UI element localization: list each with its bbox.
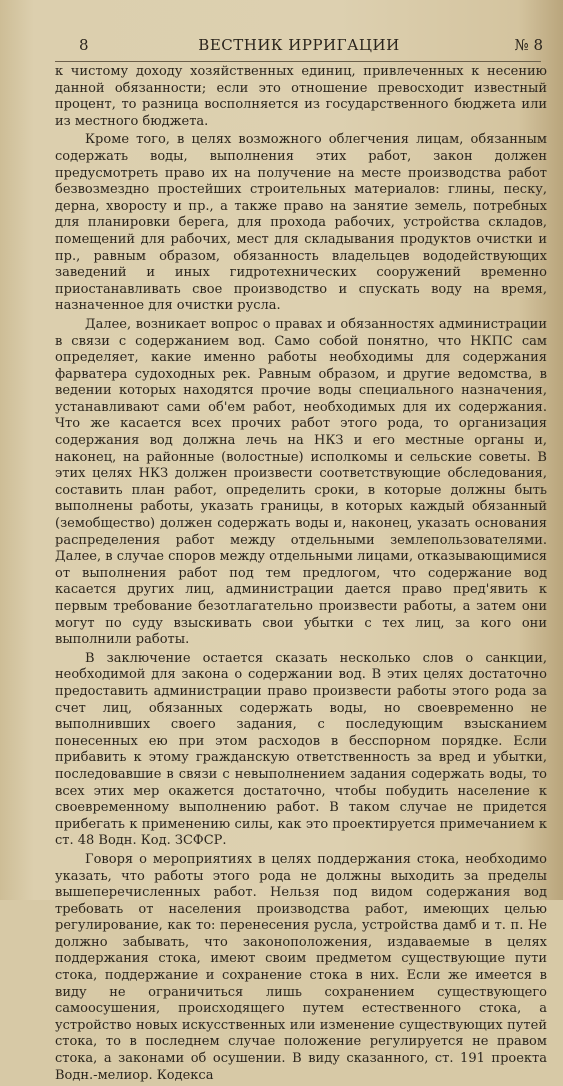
page-header	[55, 36, 543, 58]
paragraph: В заключение остается сказать несколько слов о санкции, необходимой для закона о содержании вод. В этих целях достаточно предоставить администрации право произвести работы этого рода за счет лиц, обязанных содержать воды, но своевременно не выполнивших своего задания, с последующим взысканием понесенных ею при этом расходов в бесспорном порядке. Если прибавить к этому гражданскую ответственность за вред и убытки, последовавшие в связи с невыполнением задания содержать воды, то всех этих мер окажется достаточно, чтобы побудить население к своевременному выполнению работ. В таком случае не придется прибегать к применению силы, как это проектируется примечанием к ст. 48 Водн. Код. ЗСФСР.	[55, 650, 547, 849]
page-number: 8	[79, 36, 89, 54]
article-body	[55, 64, 547, 1086]
paragraph: к чистому доходу хозяйственных единиц, привлеченных к несению данной обязанности; если это отношение превосходит известный процент, то разница восполняется из государственного бюджета или из местного бюджета.	[55, 64, 547, 129]
issue-number: № 8	[514, 36, 543, 54]
journal-title: ВЕСТНИК ИРРИГАЦИИ	[198, 36, 400, 54]
header-divider	[55, 61, 541, 62]
paragraph: Говоря о мероприятиях в целях поддержания стока, необходимо указать, что работы этого рода не должны выходить за пределы вышеперечисленных работ. Нельзя под видом содержания вод требовать от населения производства работ, имеющих целью регулирование, как то: перенесения русла, устройства дамб и т. п. Не должно забывать, что законоположения, издаваемые в целях поддержания стока, имеют своим предметом существующие пути стока, поддержание и сохранение стока в них. Если же имеется в виду не ограничиться лишь сохранением существующего самоосушения, происходящего путем естественного стока, а устройство новых искусственных или изменение существующих путей стока, то в последнем случае положение регулируется не правом стока, а законами об осушении. В виду сказанного, ст. 191 проекта Водн.-мелиор. Кодекса	[55, 851, 547, 1083]
paragraph: Кроме того, в целях возможного облегчения лицам, обязанным содержать воды, выполнения этих работ, закон должен предусмотреть право их на получение на месте производства работ безвозмездно простейших строительных материалов: глины, песку, дерна, хворосту и пр., а также право на занятие земель, потребных для планировки берега, для прохода рабочих, устройства складов, помещений для рабочих, мест для складывания продуктов очистки и пр., равным образом, обязанность владельцев вододействующих заведений и иных гидротехнических сооружений временно приостанавливать свое производство и спускать воду на время, назначенное для очистки русла.	[55, 132, 547, 314]
paragraph: Далее, возникает вопрос о правах и обязанностях администрации в связи с содержанием вод. Само собой понятно, что НКПС сам определяет, какие именно работы необходимы для содержания фарватера судоходных рек. Равным образом, и другие ведомства, в ведении которых находятся прочие воды специального назначения, устанавливают сами об'ем работ, необходимых для их содержания. Что же касается всех прочих работ этого рода, то организация содержания вод должна лечь на НКЗ и его местные органы и, наконец, на районные (волостные) исполкомы и сельские советы. В этих целях НКЗ должен произвести соответствующие обследования, составить план работ, определить сроки, в которые должны быть выполнены работы, указать границы, в которых каждый обязанный (земобщество) должен содержать воды и, наконец, указать основания распределения работ между отдельными землепользователями. Далее, в случае споров между отдельными лицами, отказывающимися от выполнения работ под тем предлогом, что содержание вод касается других лиц, администрации дается право пред'явить к первым требование безотлагательно произвести работы, а затем они могут по суду взыскивать свои убытки с тех лиц, за кого они выполнили работы.	[55, 316, 547, 648]
